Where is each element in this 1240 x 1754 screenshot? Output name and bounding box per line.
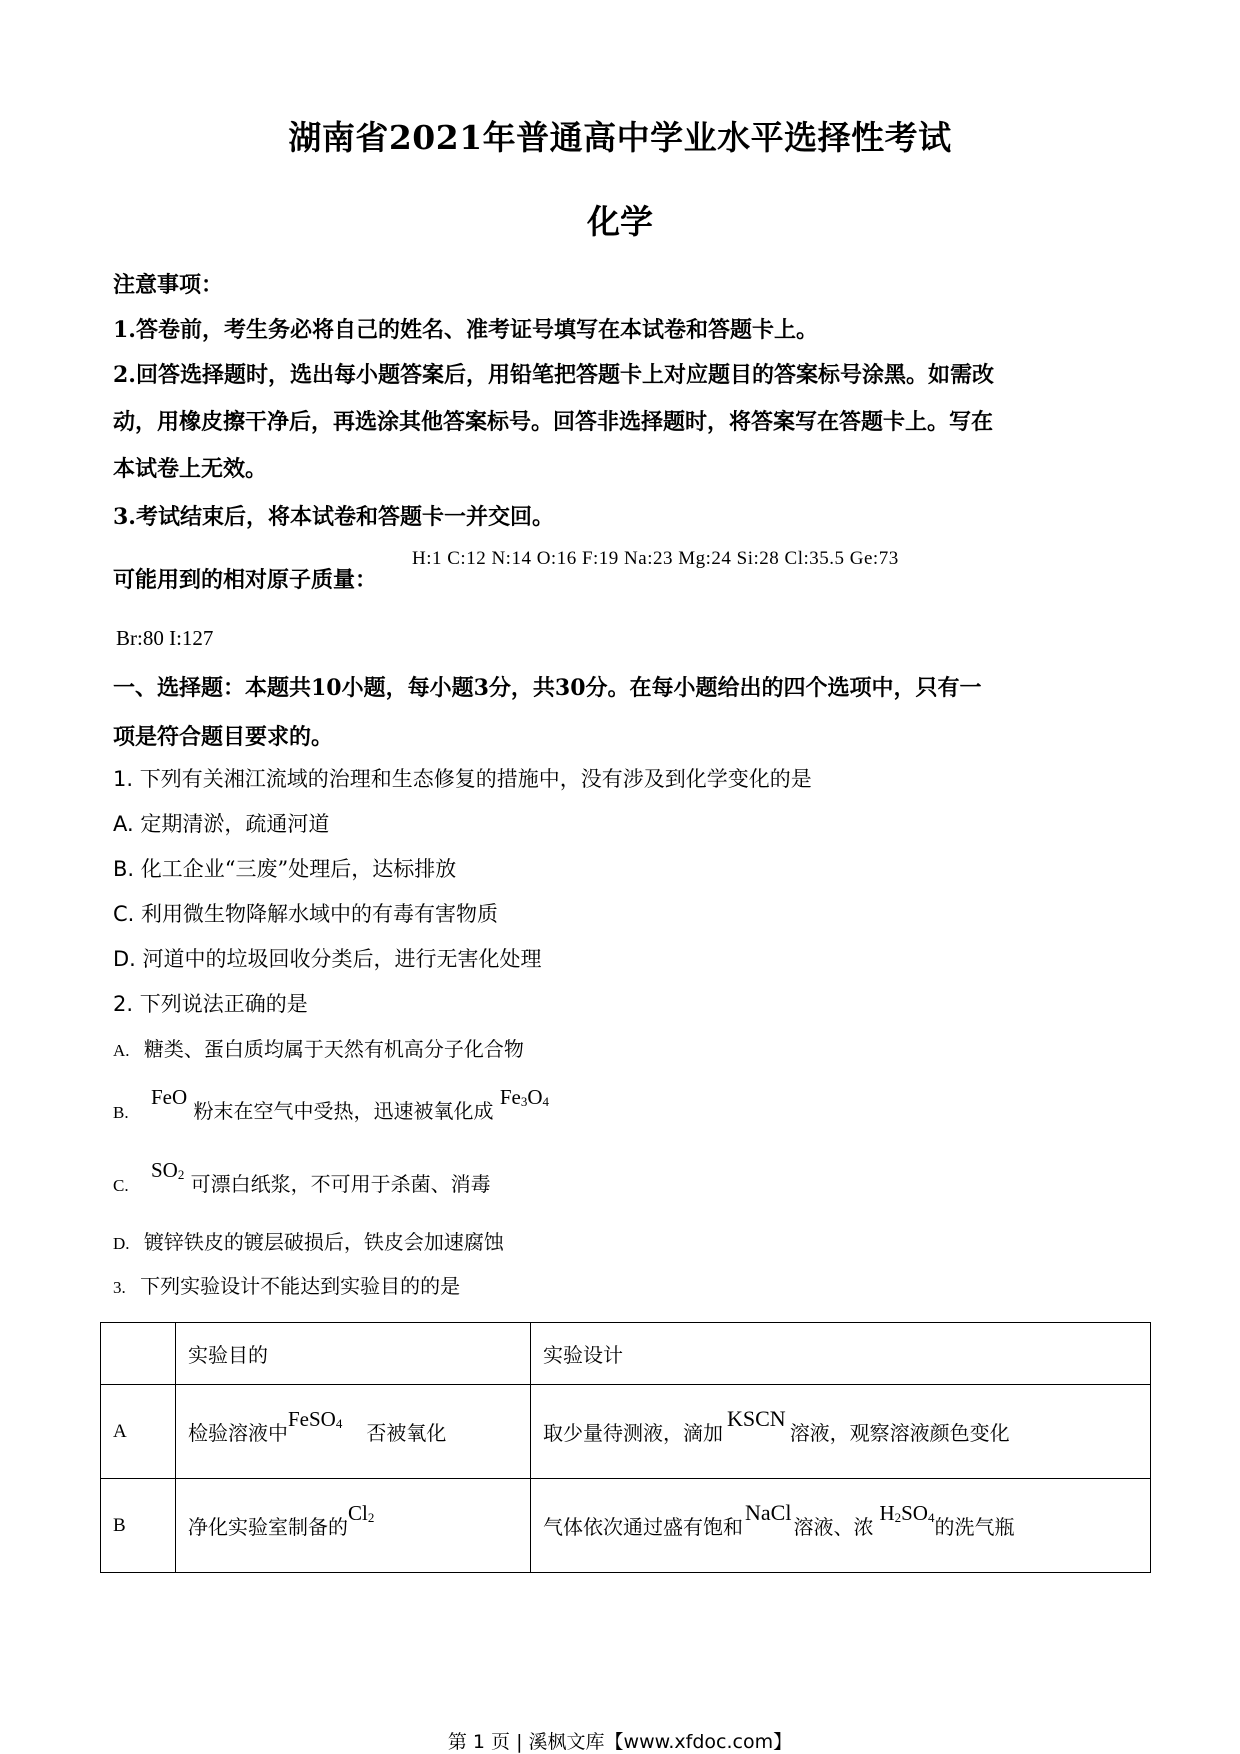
- q2-option-c: [113, 1158, 491, 1197]
- question-number: 1.: [113, 767, 134, 791]
- formula-fe3o4: Fe3O4: [499, 1085, 550, 1109]
- option-text: 利用微生物降解水域中的有毒有害物质: [141, 902, 499, 926]
- row-goal: 检验溶液中FeSO4 否被氧化: [176, 1385, 531, 1479]
- question-3: [113, 1270, 460, 1299]
- option-text: 糖类、蛋白质均属于天然有机高分子化合物: [143, 1037, 524, 1061]
- note-1: 1.答卷前，考生务必将自己的姓名、准考证号填写在本试卷和答题卡上。: [113, 317, 818, 343]
- q2-option-d: [113, 1226, 504, 1255]
- q1-option-b: [113, 853, 456, 883]
- q2-option-a: [113, 1033, 524, 1062]
- question-2: [113, 988, 308, 1018]
- q1-option-c: [113, 898, 498, 928]
- option-letter: D.: [113, 947, 136, 971]
- option-letter: C.: [113, 902, 135, 926]
- formula-feo: FeO: [150, 1085, 188, 1109]
- table-header-design: 实验设计: [531, 1323, 1151, 1385]
- question-stem: 下列有关湘江流域的治理和生态修复的措施中，没有涉及到化学变化的是: [139, 767, 812, 791]
- option-letter: B.: [113, 1103, 129, 1122]
- page-footer: 第 1 页 | 溪枫文库【www.xfdoc.com】: [447, 1731, 793, 1753]
- q1-option-d: [113, 943, 542, 973]
- option-text: 河道中的垃圾回收分类后，进行无害化处理: [142, 947, 542, 971]
- option-letter: B.: [113, 857, 135, 881]
- table-header-row: [101, 1323, 1151, 1385]
- section-1-instructions-line-1: 一、选择题：本题共10小题，每小题3分，共30分。在每小题给出的四个选项中，只有一: [113, 675, 982, 701]
- table-row: [101, 1479, 1151, 1573]
- note-2-line-1: 2.回答选择题时，选出每小题答案后，用铅笔把答题卡上对应题目的答案标号涂黑。如需改: [113, 362, 994, 388]
- exam-title: 湖南省2021年普通高中学业水平选择性考试: [288, 118, 952, 157]
- q1-option-a: [113, 808, 329, 838]
- section-1-instructions-line-2: 项是符合题目要求的。: [113, 724, 334, 750]
- subject-title: 化学: [587, 202, 653, 241]
- formula-cl2: Cl2: [348, 1501, 375, 1525]
- notes-heading: 注意事项：: [113, 272, 224, 298]
- note-3: 3.考试结束后，将本试卷和答题卡一并交回。: [113, 504, 554, 530]
- table-header-goal: 实验目的: [176, 1323, 531, 1385]
- row-label: B: [101, 1479, 176, 1573]
- question-1: [113, 763, 812, 793]
- atomic-mass-label: 可能用到的相对原子质量：: [113, 567, 378, 593]
- formula-feso4: FeSO4: [288, 1407, 343, 1431]
- experiment-table: [100, 1322, 1151, 1573]
- formula-h2so4: H2SO4: [879, 1501, 935, 1525]
- note-2-line-3: 本试卷上无效。: [113, 456, 268, 482]
- option-letter: A.: [113, 1041, 130, 1060]
- question-number: 2.: [113, 992, 134, 1016]
- row-label: A: [101, 1385, 176, 1479]
- atomic-mass-values-2: Br:80 I:127: [116, 626, 214, 650]
- row-design: 气体依次通过盛有饱和NaCl溶液、浓H2SO4的洗气瓶: [531, 1479, 1151, 1573]
- option-letter: C.: [113, 1176, 129, 1195]
- option-letter: A.: [113, 812, 134, 836]
- row-goal: 净化实验室制备的Cl2: [176, 1479, 531, 1573]
- option-text: 定期清淤，疏通河道: [140, 812, 330, 836]
- row-design: 取少量待测液，滴加KSCN溶液，观察溶液颜色变化: [531, 1385, 1151, 1479]
- formula-kscn: KSCN: [727, 1406, 786, 1431]
- formula-so2: SO2: [150, 1158, 185, 1182]
- option-text: 粉末在空气中受热，迅速被氧化成: [193, 1099, 494, 1123]
- option-text: 镀锌铁皮的镀层破损后，铁皮会加速腐蚀: [143, 1230, 504, 1254]
- table-row: [101, 1385, 1151, 1479]
- q2-option-b: [113, 1085, 550, 1124]
- atomic-mass-values: H:1 C:12 N:14 O:16 F:19 Na:23 Mg:24 Si:28 Cl:35.5 Ge:73: [412, 548, 899, 569]
- question-number: 3.: [113, 1278, 126, 1297]
- option-text: 可漂白纸浆，不可用于杀菌、消毒: [190, 1172, 491, 1196]
- formula-nacl: NaCl: [745, 1500, 792, 1525]
- note-2-line-2: 动，用橡皮擦干净后，再选涂其他答案标号。回答非选择题时，将答案写在答题卡上。写在: [113, 409, 994, 435]
- table-header-cell: [101, 1323, 176, 1385]
- option-text: 化工企业“三废”处理后，达标排放: [140, 857, 457, 881]
- question-stem: 下列说法正确的是: [139, 992, 308, 1016]
- option-letter: D.: [113, 1234, 130, 1253]
- question-stem: 下列实验设计不能达到实验目的的是: [140, 1274, 461, 1298]
